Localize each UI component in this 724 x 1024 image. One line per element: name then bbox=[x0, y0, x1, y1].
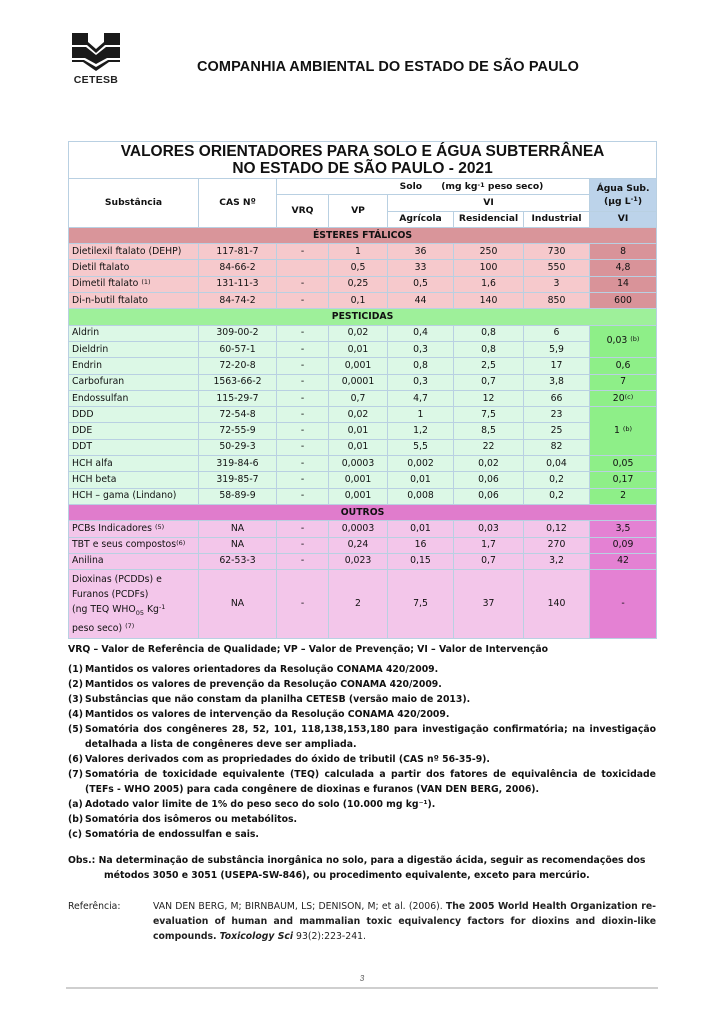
reference: Referência: VAN DEN BERG, M; BIRNBAUM, LS; DENISON, M; et al. (2006). The 2005 World Health Organization re-evaluation of human and mammalian toxic equivalency factors for dioxins and dioxin-like compounds. Toxicology Sci 93(2):223-241. bbox=[68, 901, 656, 942]
table-row: Aldrin 309-00-2 - 0,02 0,4 0,8 6 0,03 $^{(b)}$ bbox=[69, 325, 657, 341]
header-agua-vi: VI bbox=[590, 211, 657, 227]
footnote: (2) Mantidos os valores de prevenção da Resolução CONAMA 420/2009. bbox=[68, 679, 442, 690]
header-industrial: Industrial bbox=[524, 211, 590, 227]
table-title-line1: VALORES ORIENTADORES PARA SOLO E ÁGUA SUBTERRÂNEA bbox=[120, 143, 605, 160]
footnote: (4) Mantidos os valores de intervenção da Resolução CONAMA 420/2009. bbox=[68, 709, 450, 720]
footnote: (c) Somatória de endossulfan e sais. bbox=[68, 829, 259, 840]
table-row: Dieldrin 60-57-1 - 0,01 0,3 0,8 5,9 bbox=[69, 341, 657, 357]
table-row: Carbofuran 1563-66-2 - 0,0001 0,3 0,7 3,8 7 bbox=[69, 374, 657, 390]
dioxinas-label: Dioxinas (PCDDs) e Furanos (PCDFs) (ng TEQ $WHO_{05}$ $Kg^{-1}$ peso seco) $^{(7)}$ bbox=[69, 570, 199, 639]
table-row: Di-n-butil ftalato 84-74-2 - 0,1 44 140 850 600 bbox=[69, 293, 657, 309]
footnote: (3) Substâncias que não constam da planilha CETESB (versão maio de 2013). bbox=[68, 694, 471, 705]
page-number: 3 bbox=[359, 974, 365, 983]
table-title bbox=[69, 142, 657, 179]
table-row: DDD 72-54-8 - 0,02 1 7,5 23 1 $^{(b)}$ bbox=[69, 407, 657, 423]
observation-note: Obs.: Na determinação de substância inorgânica no solo, para a digestão ácida, seguir as recomendações dos métodos 3050 e 3051 (USEPA-SW-846), ou procedimento equivalente, exceto para mercúrio. bbox=[68, 855, 646, 881]
table-row: HCH beta 319-85-7 - 0,001 0,01 0,06 0,2 0,17 bbox=[69, 472, 657, 488]
footnote: (b) Somatória dos isômeros ou metabólitos. bbox=[68, 814, 298, 825]
logo-text: CETESB bbox=[73, 74, 119, 86]
header-vp: VP bbox=[329, 195, 388, 228]
section-outros: OUTROS bbox=[69, 504, 657, 520]
table-title-line2: NO ESTADO DE SÃO PAULO - 2021 bbox=[232, 160, 493, 177]
reference-label: Referência: bbox=[68, 901, 121, 912]
table-row: Anilina 62-53-3 - 0,023 0,15 0,7 3,2 42 bbox=[69, 553, 657, 569]
footnote: (1) Mantidos os valores orientadores da Resolução CONAMA 420/2009. bbox=[68, 664, 439, 675]
table-row: TBT e seus compostos$^{(6)}$ NA - 0,24 16 1,7 270 0,09 bbox=[69, 537, 657, 553]
footnote: (7) Somatória de toxicidade equivalente (TEQ) calculada a partir dos fatores de equivalência de toxicidade (TEFs - WHO 2005) para cada congênere de dioxinas e furanos (VAN DEN BERG, 2006). bbox=[68, 769, 656, 795]
organization-title: COMPANHIA AMBIENTAL DO ESTADO DE SÃO PAULO bbox=[196, 59, 579, 75]
footnote: (a) Adotado valor limite de 1% do peso seco do solo (10.000 mg kg⁻¹). bbox=[68, 799, 436, 810]
section-esteres-ftalicos: ÉSTERES FTÁLICOS bbox=[69, 227, 657, 243]
footer-divider bbox=[66, 987, 658, 989]
table-row: PCBs Indicadores $^{(5)}$ NA - 0,0003 0,01 0,03 0,12 3,5 bbox=[69, 521, 657, 537]
table-row: Dietil ftalato 84-66-2 0,5 33 100 550 4,8 bbox=[69, 260, 657, 276]
table-row: Dimetil ftalato $^{(1)}$ 131-11-3 - 0,25 0,5 1,6 3 14 bbox=[69, 276, 657, 292]
header-residencial: Residencial bbox=[454, 211, 524, 227]
footnote: (5) Somatória dos congêneres 28, 52, 101, 118,138,153,180 para investigação confirmatória; na investigação detalhada a lista de congêneres deve ser ampliada. bbox=[68, 724, 656, 750]
header-agricola: Agrícola bbox=[388, 211, 454, 227]
footnotes bbox=[68, 662, 656, 842]
header-cas: CAS Nº bbox=[199, 179, 277, 228]
header-vi: VI bbox=[388, 195, 590, 211]
header-agua-sub: Água Sub. (µg $L^{-1}$) bbox=[590, 179, 657, 212]
table-row: Dioxinas (PCDDs) e Furanos (PCDFs) (ng TEQ $WHO_{05}$ $Kg^{-1}$ peso seco) $^{(7)}$ NA - 2 7,5 37 140 - bbox=[69, 570, 657, 639]
section-pesticidas: PESTICIDAS bbox=[69, 309, 657, 325]
guideline-values-table bbox=[68, 141, 657, 639]
table-row: HCH – gama (Lindano) 58-89-9 - 0,001 0,008 0,06 0,2 2 bbox=[69, 488, 657, 504]
header-solo: Solo (mg $kg^{-1}$ peso seco) bbox=[277, 179, 590, 195]
footnote: (6) Valores derivados com as propriedades do óxido de tributil (CAS nº 56-35-9). bbox=[68, 754, 490, 765]
table-row: DDT 50-29-3 - 0,01 5,5 22 82 bbox=[69, 439, 657, 455]
header-vrq: VRQ bbox=[277, 195, 329, 228]
table-row: DDE 72-55-9 - 0,01 1,2 8,5 25 bbox=[69, 423, 657, 439]
abbreviation-legend: VRQ – Valor de Referência de Qualidade; VP – Valor de Prevenção; VI – Valor de Intervenção bbox=[68, 644, 549, 655]
table-row: Endossulfan 115-29-7 - 0,7 4,7 12 66 20$^{(c)}$ bbox=[69, 390, 657, 406]
header-substancia: Substância bbox=[69, 179, 199, 228]
table-row: Dietilexil ftalato (DEHP) 117-81-7 - 1 36 250 730 8 bbox=[69, 244, 657, 260]
table-row: HCH alfa 319-84-6 - 0,0003 0,002 0,02 0,04 0,05 bbox=[69, 456, 657, 472]
table-row: Endrin 72-20-8 - 0,001 0,8 2,5 17 0,6 bbox=[69, 358, 657, 374]
